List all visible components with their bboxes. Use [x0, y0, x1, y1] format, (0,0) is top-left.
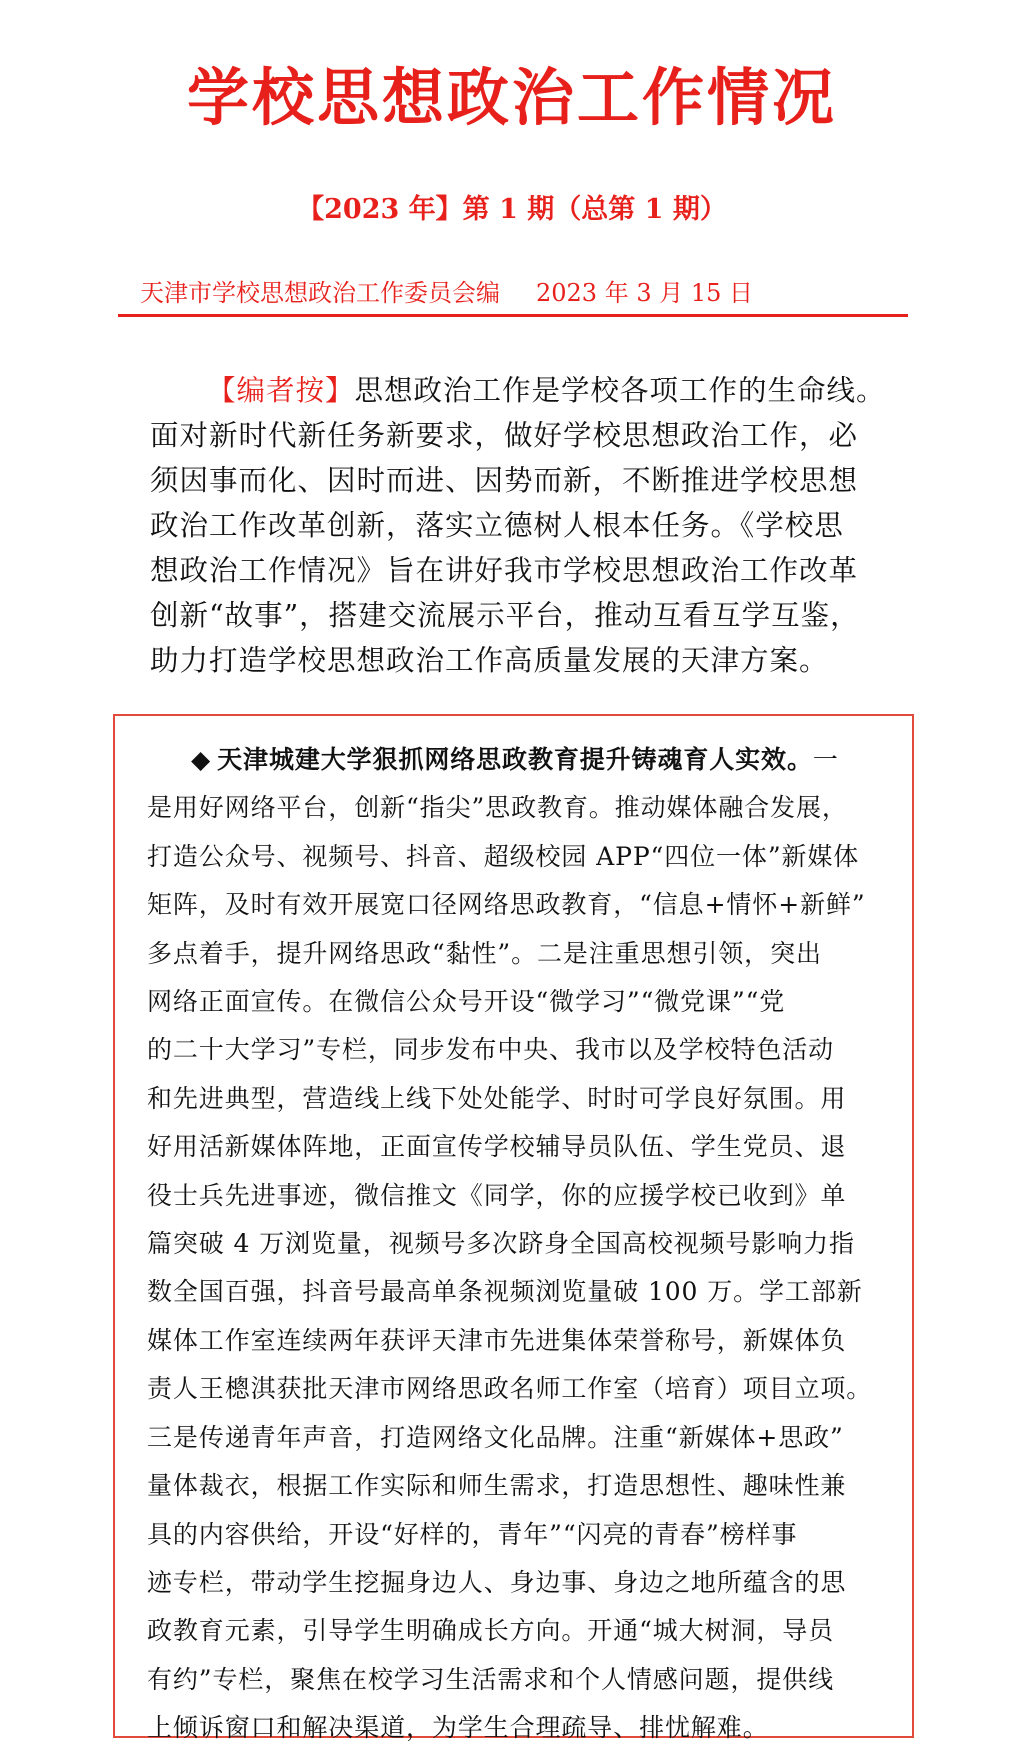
editor-note-line: 须因事而化、因时而进、因势而新，不断推进学校思想 [150, 464, 859, 497]
article-line: 和先进典型，营造线上线下处处能学、时时可学良好氛围。用 [147, 1083, 847, 1113]
editor-note-line: 想政治工作情况》旨在讲好我市学校思想政治工作改革 [150, 554, 859, 587]
article-line: 篇突破 4 万浏览量，视频号多次跻身全国高校视频号影响力指 [147, 1229, 855, 1259]
article-line: 具的内容供给，开设“好样的，青年”“闪亮的青春”榜样事 [147, 1519, 798, 1549]
masthead-title: 学校思想政治工作情况 [186, 61, 837, 134]
editor-note-line [150, 368, 910, 413]
publisher-line [140, 275, 753, 311]
publish-date: 2023 年 3 月 15 日 [536, 279, 754, 307]
article-line: 网络正面宣传。在微信公众号开设“微学习”“微党课”“党 [147, 987, 786, 1017]
article-line: 打造公众号、视频号、抖音、超级校园 APP“四位一体”新媒体 [147, 841, 860, 871]
editor-note-label: 【编者按】 [207, 374, 355, 407]
article-line: 量体裁衣，根据工作实际和师生需求，打造思想性、趣味性兼 [147, 1471, 847, 1501]
article-text: 一 [812, 745, 839, 774]
article-body [147, 736, 892, 1753]
article-line: 数全国百强，抖音号最高单条视频浏览量破 100 万。学工部新 [147, 1277, 863, 1307]
editor-note [150, 368, 910, 683]
article-line: 迹专栏，带动学生挖掘身边人、身边事、身边之地所蕴含的思 [147, 1567, 847, 1597]
article-line: 好用活新媒体阵地，正面宣传学校辅导员队伍、学生党员、退 [147, 1132, 847, 1162]
editor-note-line: 助力打造学校思想政治工作高质量发展的天津方案。 [150, 644, 829, 677]
article-headline-line [147, 736, 892, 784]
editor-note-line: 政治工作改革创新，落实立德树人根本任务。《学校思 [150, 509, 844, 542]
article-line: 役士兵先进事迹，微信推文《同学，你的应援学校已收到》单 [147, 1180, 847, 1210]
article-line: 矩阵，及时有效开展宽口径网络思政教育，“信息+情怀+新鲜” [147, 890, 866, 920]
article-line: 多点着手，提升网络思政“黏性”。二是注重思想引领，突出 [147, 938, 822, 968]
header-divider [118, 314, 908, 317]
article-line: 责人王樬淇获批天津市网络思政名师工作室（培育）项目立项。 [147, 1374, 873, 1404]
article-line: 政教育元素，引导学生明确成长方向。开通“城大树洞，导员 [147, 1616, 835, 1646]
editor-note-line: 面对新时代新任务新要求，做好学校思想政治工作，必 [150, 419, 859, 452]
diamond-bullet-icon: ◆ [191, 745, 212, 774]
article-line: 的二十大学习”专栏，同步发布中央、我市以及学校特色活动 [147, 1035, 835, 1065]
editor-note-line: 创新“故事”，搭建交流展示平台，推动互看互学互鉴， [150, 599, 860, 632]
article-line: 媒体工作室连续两年获评天津市先进集体荣誉称号，新媒体负 [147, 1325, 847, 1355]
article-headline: 天津城建大学狠抓网络思政教育提升铸魂育人实效。 [217, 745, 813, 774]
article-line: 有约”专栏，聚焦在校学习生活需求和个人情感问题，提供线 [147, 1664, 835, 1694]
article-line: 是用好网络平台，创新“指尖”思政教育。推动媒体融合发展， [147, 793, 848, 823]
article-line: 上倾诉窗口和解决渠道，为学生合理疏导、排忧解难。 [147, 1713, 769, 1743]
publisher-name: 天津市学校思想政治工作委员会编 [140, 279, 500, 307]
editor-note-text: 思想政治工作是学校各项工作的生命线。 [354, 374, 886, 407]
article-line: 三是传递青年声音，打造网络文化品牌。注重“新媒体+思政” [147, 1422, 844, 1452]
issue-number: 【2023 年】第 1 期（总第 1 期） [297, 194, 727, 225]
